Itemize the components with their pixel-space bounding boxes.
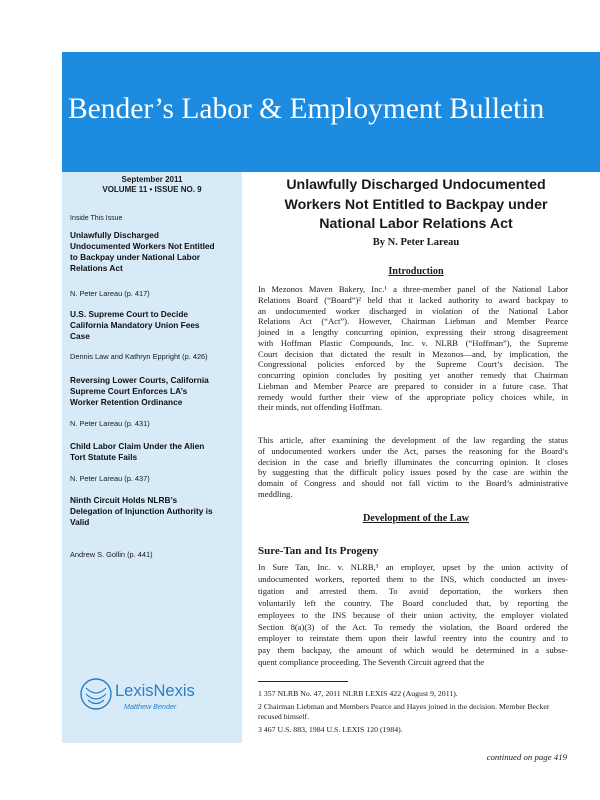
- body-text-line: joined in a lengthy concurring opinion, expressing their strong disagreement: [258, 327, 568, 337]
- body-text-line: Liebman and Member Pearce are prepared to consider in a future case. That: [258, 380, 568, 391]
- toc-item-title[interactable]: Reversing Lower Courts, California Supreme Court Enforces LA’s Worker Retention Ordinance: [70, 375, 209, 407]
- body-text-line: decision in the case and briefly illuminates the concurring opinion. It closes: [258, 456, 568, 467]
- lexisnexis-emblem-icon: [78, 676, 114, 712]
- section-heading-introduction: Introduction: [388, 266, 444, 277]
- body-text-line: tigation and arrested them. To avoid deportation, the workers then: [258, 585, 568, 596]
- toc-item-author: Dennis Law and Kathryn Eppright (p. 426): [70, 352, 208, 361]
- toc-item-title[interactable]: Unlawfully Discharged Undocumented Workers Not Entitled to Backpay under National Labor Relations Act: [70, 230, 215, 273]
- body-text-line: their minds, not offending Hoffman.: [258, 402, 383, 413]
- body-text-line: meddling.: [258, 488, 293, 499]
- publication-title: Bender’s Labor & Employment Bulletin: [68, 93, 545, 125]
- footnote-divider: [258, 681, 348, 682]
- article-byline: By N. Peter Lareau: [372, 237, 460, 248]
- issue-volume: VOLUME 11 • ISSUE NO. 9: [102, 185, 202, 194]
- body-text-line: Section 8(a)(3) of the Act. To remedy the violation, the Board ordered the: [258, 621, 568, 632]
- body-text-line: an undocumented worker discharged in violation of the National Labor: [258, 305, 568, 316]
- continued-note: continued on page 419: [486, 752, 567, 762]
- body-text-line: remedy would further their view of the appropriate policy choices while, in: [258, 391, 568, 402]
- body-text-line: Court decision that dictated the result in Mezonos—and, by implication, the: [258, 348, 568, 359]
- body-text-line: voluntarily left the country. The Board concluded that, by reporting the: [258, 597, 568, 608]
- toc-item-title[interactable]: Ninth Circuit Holds NLRB’s Delegation of Injunction Authority is Valid: [70, 495, 213, 527]
- body-text-line: Relations Act (“Act”). However, Chairman Liebman and Member Pearce: [258, 316, 568, 327]
- issue-info: [62, 175, 242, 195]
- body-text-line: Relations Board (“Board”)² held that it lacked authority to award backpay to: [258, 294, 568, 305]
- body-text-line: In Sure Tan, Inc. v. NLRB,³ an employer, upset by the union activity of: [258, 562, 568, 572]
- article-title: Unlawfully Discharged Undocumented Workers Not Entitled to Backpay under National Labor Relations Act: [284, 177, 548, 232]
- logo-wordmark: LexisNexis: [115, 682, 195, 700]
- footnote: 1 357 NLRB No. 47, 2011 NLRB LEXIS 422 (August 9, 2011).: [258, 689, 458, 698]
- footnote: 3 467 U.S. 883, 1984 U.S. LEXIS 120 (1984).: [258, 725, 403, 734]
- body-text-line: In Mezonos Maven Bakery, Inc.¹ a three-member panel of the National Labor: [258, 284, 568, 294]
- body-text-line: undocumented workers, reported them to the INS, which conducted an inves-: [258, 573, 568, 584]
- toc-item-author: N. Peter Lareau (p. 437): [70, 474, 150, 483]
- body-text-line: pay them backpay, the amount of which would be determined in a subse-: [258, 645, 568, 656]
- toc-item-author: Andrew S. Gollin (p. 441): [70, 550, 153, 559]
- body-text-line: by suggesting that the difficult policy issues posed by the case are within the: [258, 467, 568, 478]
- toc-item-title[interactable]: Child Labor Claim Under the Alien Tort Statute Fails: [70, 441, 205, 462]
- subheading-sure-tan: Sure-Tan and Its Progeny: [258, 545, 379, 557]
- issue-date: September 2011: [121, 175, 183, 184]
- logo-subtitle: Matthew Bender: [124, 702, 177, 711]
- body-text-line: Congressional policies enforced by the Supreme Court’s decision. The: [258, 359, 568, 370]
- toc-item-title[interactable]: U.S. Supreme Court to Decide California Mandatory Union Fees Case: [70, 309, 200, 341]
- body-text-line: with Hoffman Plastic Compounds, Inc. v. NLRB (“Hoffman”), the Supreme: [258, 337, 568, 348]
- toc-item-author: N. Peter Lareau (p. 417): [70, 289, 150, 298]
- body-text-line: This article, after examining the development of the law regarding the status: [258, 435, 568, 445]
- lexisnexis-logo: [78, 676, 238, 726]
- body-text-line: domain of Congress and should not fall victim to the Board’s administrative: [258, 478, 568, 488]
- toc-item-author: N. Peter Lareau (p. 431): [70, 419, 150, 428]
- footnote: 2 Chairman Liebman and Members Pearce and Hayes joined in the decision. Member Becker recused himself.: [258, 702, 550, 721]
- body-text-line: of undocumented workers under the Act, parses the reasoning for the Board’s: [258, 445, 568, 456]
- body-text-line: employees to the INS because of their union activity, the employer violated: [258, 609, 568, 620]
- section-heading-development: Development of the Law: [362, 513, 470, 524]
- body-text-line: quent compliance proceeding. The Seventh Circuit agreed that the: [258, 657, 485, 668]
- body-text-line: concurring opinion concludes by positing yet another remedy that Chairman: [258, 370, 568, 380]
- body-text-line: employer to reinstate them upon their lawful reentry into the country and to: [258, 633, 568, 644]
- inside-label: Inside This Issue: [70, 215, 123, 222]
